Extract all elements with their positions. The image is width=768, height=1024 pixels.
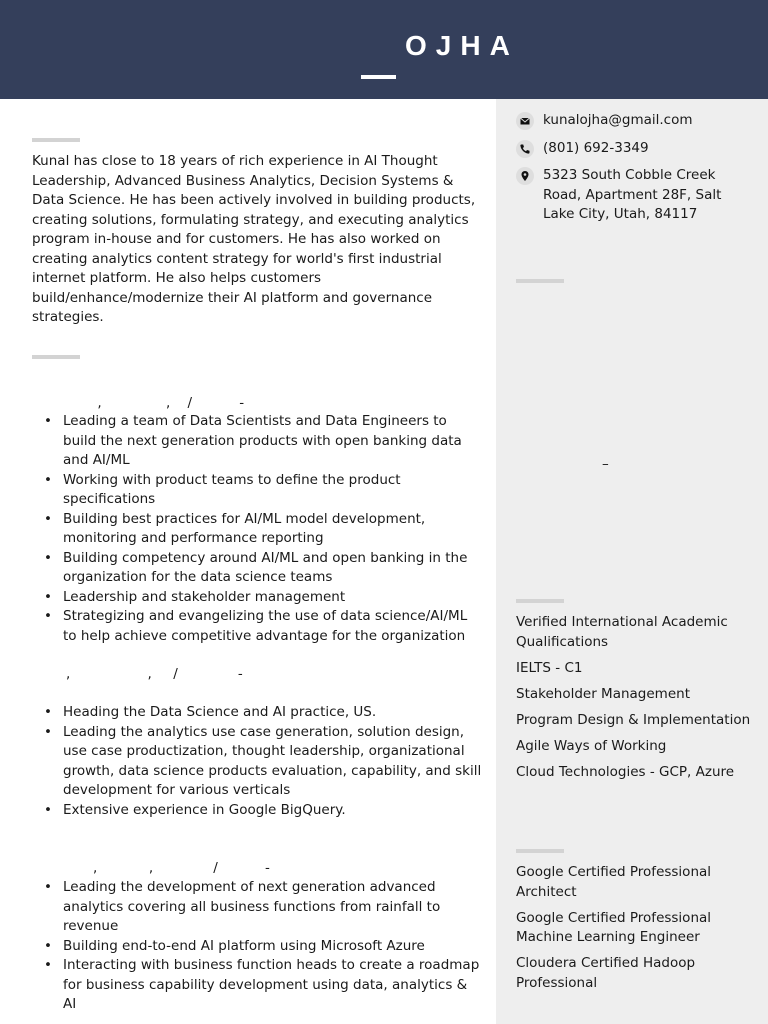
phone-icon [516, 140, 534, 158]
list-item: • Building competency around AI/ML and open banking in the organization for the data science teams [63, 549, 483, 588]
email-text: kunalojha@gmail.com [543, 112, 693, 128]
certifications-section-divider [516, 849, 564, 853]
profile-summary: Kunal has close to 18 years of rich experience in AI Thought Leadership, Advanced Business Analytics, Decision Systems & Data Science. He has been actively involved in building products, creating solutions, formulating strategy, and executing analytics program in-house and for customers. He has also worked on creating analytics content strategy for world's first industrial internet platform. He also helps customers build/enhance/modernize their AI platform and governance strategies. [32, 153, 476, 325]
list-item: • Interacting with business function heads to create a roadmap for business capability development using data, analytics & AI [63, 956, 483, 1015]
list-item: • Heading the Data Science and AI practice, US. [63, 703, 483, 723]
list-item: • Leadership and stakeholder management [63, 588, 483, 608]
list-item: Google Certified Professional Machine Learning Engineer [516, 909, 712, 945]
list-item: Cloudera Certified Hadoop Professional [516, 955, 696, 991]
list-item: • Working with product teams to define the product specifications [63, 471, 483, 510]
envelope-icon [516, 112, 534, 130]
sidebar-section-divider-1 [516, 279, 564, 283]
job-1-bullets [63, 412, 483, 646]
address-text: 5323 South Cobble Creek Road, Apartment 28F, Salt Lake City, Utah, 84117 [543, 167, 722, 222]
list-item: • Leading the analytics use case generation, solution design, use case productization, thought leadership, organizational growth, data science products evaluation, capability, and skill development for various verticals [63, 723, 483, 801]
list-item: IELTS - C1 [516, 659, 583, 676]
header-banner [0, 0, 768, 99]
map-pin-icon [516, 167, 534, 185]
list-item: Google Certified Professional Architect [516, 864, 712, 900]
job-2-meta: , , / - [66, 666, 243, 682]
certifications-list [516, 863, 756, 1000]
list-item: Stakeholder Management [516, 685, 690, 702]
contact-phone[interactable] [516, 139, 756, 159]
skills-list [516, 613, 756, 789]
experience-section-divider [32, 355, 80, 359]
contact-email[interactable] [516, 111, 756, 131]
sidebar-dash: – [602, 456, 609, 472]
list-item: Cloud Technologies - GCP, Azure [516, 763, 735, 780]
phone-text: (801) 692-3349 [543, 140, 649, 156]
job-2-bullets [63, 703, 483, 820]
job-3-meta: , , / - [63, 860, 270, 876]
list-item: • Leading the development of next generation advanced analytics covering all business functions from rainfall to revenue [63, 878, 483, 937]
name-underline [361, 75, 396, 79]
contact-address [516, 166, 756, 226]
list-item: • Leading a team of Data Scientists and Data Engineers to build the next generation products with open banking data and AI/ML [63, 412, 483, 471]
list-item: • Building best practices for AI/ML model development, monitoring and performance reporting [63, 510, 483, 549]
job-1-meta: , , / - [63, 395, 245, 411]
list-item: Agile Ways of Working [516, 737, 667, 754]
skills-section-divider [516, 599, 564, 603]
summary-section-divider [32, 138, 80, 142]
list-item: • Building end-to-end AI platform using Microsoft Azure [63, 937, 483, 957]
candidate-name: OJHA [405, 30, 519, 61]
list-item: Program Design & Implementation [516, 711, 751, 728]
list-item: • Extensive experience in Google BigQuery. [63, 801, 483, 821]
list-item: • Strategizing and evangelizing the use of data science/AI/ML to help achieve competitive advantage for the organization [63, 607, 483, 646]
list-item: Verified International Academic Qualifications [516, 614, 728, 650]
job-3-bullets [63, 878, 483, 1015]
